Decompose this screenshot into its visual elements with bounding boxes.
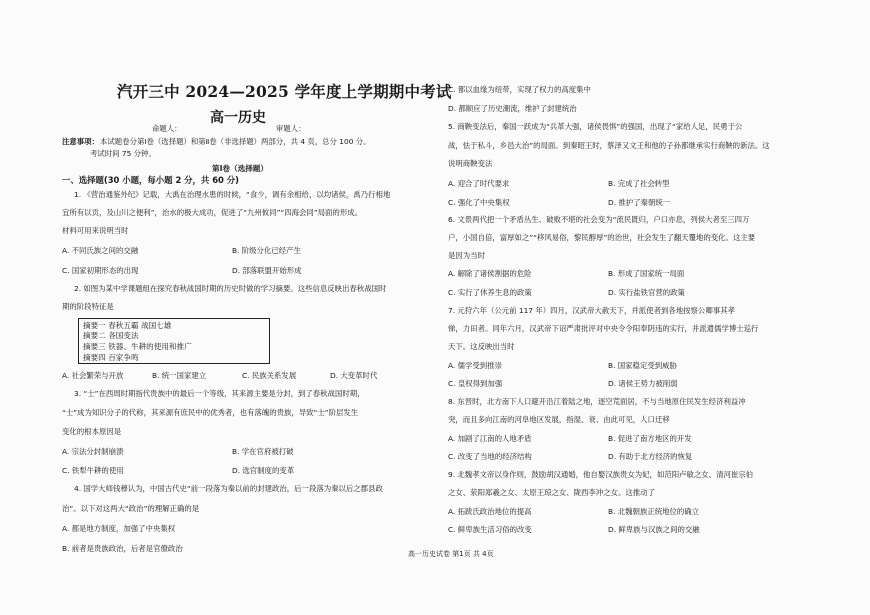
q3-line-2: “士”成为知识分子的代称，其来源有庶民中的优秀者，也有落魄的贵族，导致“士”阶层发生 — [62, 408, 359, 417]
q8-option-a: A. 加剧了江南的人地矛盾 — [448, 434, 532, 443]
q6-line-3: 是因为当时 — [448, 251, 485, 260]
notice-line-1: 本试题卷分第Ⅰ卷（选择题）和第Ⅱ卷（非选择题）两部分，共 4 页，总分 100 分。 — [100, 137, 371, 146]
setter-label: 命题人： — [152, 124, 182, 133]
summary-line-3: 摘要三 铁器、牛耕的使用和推广 — [83, 342, 192, 351]
q9-option-d: D. 鲜卑族与汉族之间的交融 — [608, 525, 700, 534]
q3-line-1: 3. “士”在西周时期指代贵族中的最后一个等级，其来源主要是分封，到了春秋战国时期， — [74, 389, 365, 398]
q5-option-d: D. 推护了秦朝统一 — [608, 198, 671, 207]
q3-option-b: B. 学在官府被打破 — [232, 447, 294, 456]
q6-option-d: D. 实行盐铁官营的政策 — [608, 288, 685, 297]
q1-line-3: 材料可用来说明当时 — [62, 226, 129, 235]
q3-line-3: 变化的根本原因是 — [62, 427, 122, 436]
q9-line-1: 9. 北魏孝文帝以身作则，鼓励胡汉通婚，他自娶汉族贵女为妃，如范阳卢敏之女、清河崔宗伯 — [448, 470, 754, 479]
q7-option-d: D. 诸侯王势力被削弱 — [608, 379, 678, 388]
part1-title: 第Ⅰ卷（选择题） — [212, 164, 268, 173]
q8-option-b: B. 促进了南方地区的开发 — [608, 434, 692, 443]
q1-option-c: C. 国家初期形态的出现 — [62, 266, 139, 275]
summary-box — [78, 318, 270, 364]
q7-option-a: A. 儒学受到推崇 — [448, 361, 502, 370]
q2-option-a: A. 社会繁荣与开放 — [62, 371, 124, 380]
q7-option-c: C. 皇权得到加强 — [448, 379, 503, 388]
q1-line-1: 1. 《营治通鉴外纪》记载，大禹在治理水患的时候，“食少，调有余相给，以均诸侯，禹乃行相地 — [74, 190, 391, 199]
q6-line-1: 6. 文景两代把一个矛盾丛生、破败不堪的社会变为“流民既归，户口亦息，列侯大者至三四万 — [448, 215, 750, 224]
q1-option-b: B. 阶级分化已经产生 — [232, 246, 301, 255]
summary-line-1: 摘要一 春秋五霸 战国七雄 — [83, 321, 172, 330]
q9-option-c: C. 鲜卑族生活习俗的改变 — [448, 525, 532, 534]
summary-line-2: 摘要二 各国变法 — [83, 331, 139, 340]
q1-option-d: D. 部落联盟开始形成 — [232, 266, 302, 275]
notice-line-2: 考试时间 75 分钟。 — [90, 149, 156, 158]
q5-line-2: 战，怯于私斗，乡邑大治”的局面。到秦昭王时，蔡泽又文王和他的子孙都继承实行商鞅的新法。这 — [448, 141, 770, 150]
q8-line-1: 8. 东晋时，北方南下人口避开沿江着陆之地，逐空荒面居，不与当地原住民发生经济利益冲 — [448, 397, 746, 406]
q4-option-b: B. 前者是贵族政治，后者是官僚政治 — [62, 544, 183, 553]
section-heading: 一、选择题(30 小题，每小题 2 分，共 60 分) — [62, 175, 239, 185]
q9-option-a: A. 拓跋氏政治地位的提高 — [448, 507, 532, 516]
q2-line-2: 期的阶段特征是 — [62, 302, 114, 311]
q4-option-c: C. 都以血缘为纽带，实现了权力的高度集中 — [448, 85, 591, 94]
q8-line-2: 突，而且多向江南的河阜地区发展，指湿、衰、由此可见，人口迁移 — [448, 415, 670, 424]
q7-line-1: 7. 元狩六年（公元前 117 年）四月，汉武帝大赦天下，并派使者到各地按察公卿事其孝 — [448, 306, 735, 315]
q9-line-2: 之女、荥阳郑羲之女、太原王琼之女、陇西李冲之女。这推动了 — [448, 488, 655, 497]
q2-option-b: B. 统一国家建立 — [152, 371, 207, 380]
q8-option-d: D. 有助于北方经济的恢复 — [608, 452, 693, 461]
exam-subject: 高一历史 — [210, 110, 266, 126]
page-footer: 高一历史试卷 第1页 共 4页 — [408, 550, 494, 558]
q5-option-c: C. 强化了中央集权 — [448, 198, 510, 207]
notice-label: 注意事项： — [62, 137, 99, 146]
exam-title: 汽开三中 2024—2025 学年度上学期期中考试 — [117, 82, 452, 101]
q3-option-d: D. 选官制度的变革 — [232, 466, 295, 475]
q6-option-c: C. 实行了休养生息的政策 — [448, 288, 532, 297]
q2-option-d: D. 大变革时代 — [330, 371, 378, 380]
q5-option-b: B. 完成了社会转型 — [608, 179, 670, 188]
q3-option-a: A. 宗法分封制崩溃 — [62, 447, 124, 456]
q5-line-1: 5. 商鞅变法后，秦国一跃成为“兵革大强，诸侯畏惧”的强国，出现了“家给人足，民勇于公 — [448, 122, 743, 131]
q4-option-d: D. 都顺应了历史潮流，维护了封建统治 — [448, 104, 577, 113]
q7-line-2: 悌，力田者。同年六月，汉武帝下诏严肃批评对中央令令阳奉阴违的实行，并派遣儒学博士巡行 — [448, 324, 759, 333]
q4-line-2: 治”。以下对这两大“政治”的理解正确的是 — [62, 504, 200, 513]
q3-option-c: C. 铁犁牛耕的使用 — [62, 466, 124, 475]
q6-option-b: B. 形成了国家统一局面 — [608, 269, 685, 278]
q7-option-b: B. 国家稳定受到威胁 — [608, 361, 677, 370]
q5-line-3: 说明商鞅变法 — [448, 159, 493, 168]
q5-option-a: A. 迎合了时代要求 — [448, 179, 510, 188]
q2-line-1: 2. 如图为某中学课题组在探究春秋战国时期的历史时做的学习摘要。这些信息反映出春秋战国时 — [74, 284, 387, 293]
q4-option-a: A. 都是地方制度，加强了中央集权 — [62, 524, 176, 533]
q8-option-c: C. 改变了当地的经济结构 — [448, 452, 532, 461]
q6-option-a: A. 解除了诸侯割据的危险 — [448, 269, 532, 278]
reviewer-label: 审题人： — [276, 124, 306, 133]
q2-option-c: C. 民族关系发展 — [242, 371, 297, 380]
q4-line-1: 4. 国学大师钱穆认为，中国古代史“前一段落为秦以前的封建政治，后一段落为秦以后之郡县政 — [74, 484, 383, 493]
q9-option-b: B. 北魏朝族正统地位的确立 — [608, 507, 700, 516]
q7-line-3: 天下。这反映出当时 — [448, 342, 515, 351]
q1-line-2: 宜所有以贡，及山川之便利”，治水的极大成功，促进了“九州攸同”“四海会同”局面的形成。 — [62, 208, 362, 217]
q1-option-a: A. 不同氏族之间的交融 — [62, 246, 139, 255]
summary-line-4: 摘要四 百家争鸣 — [83, 353, 139, 362]
q6-line-2: 户，小国自倍，富厚如之”“移风易俗，黎民醇厚”的治世，社会发生了翻天覆地的变化。这主要 — [448, 233, 756, 242]
